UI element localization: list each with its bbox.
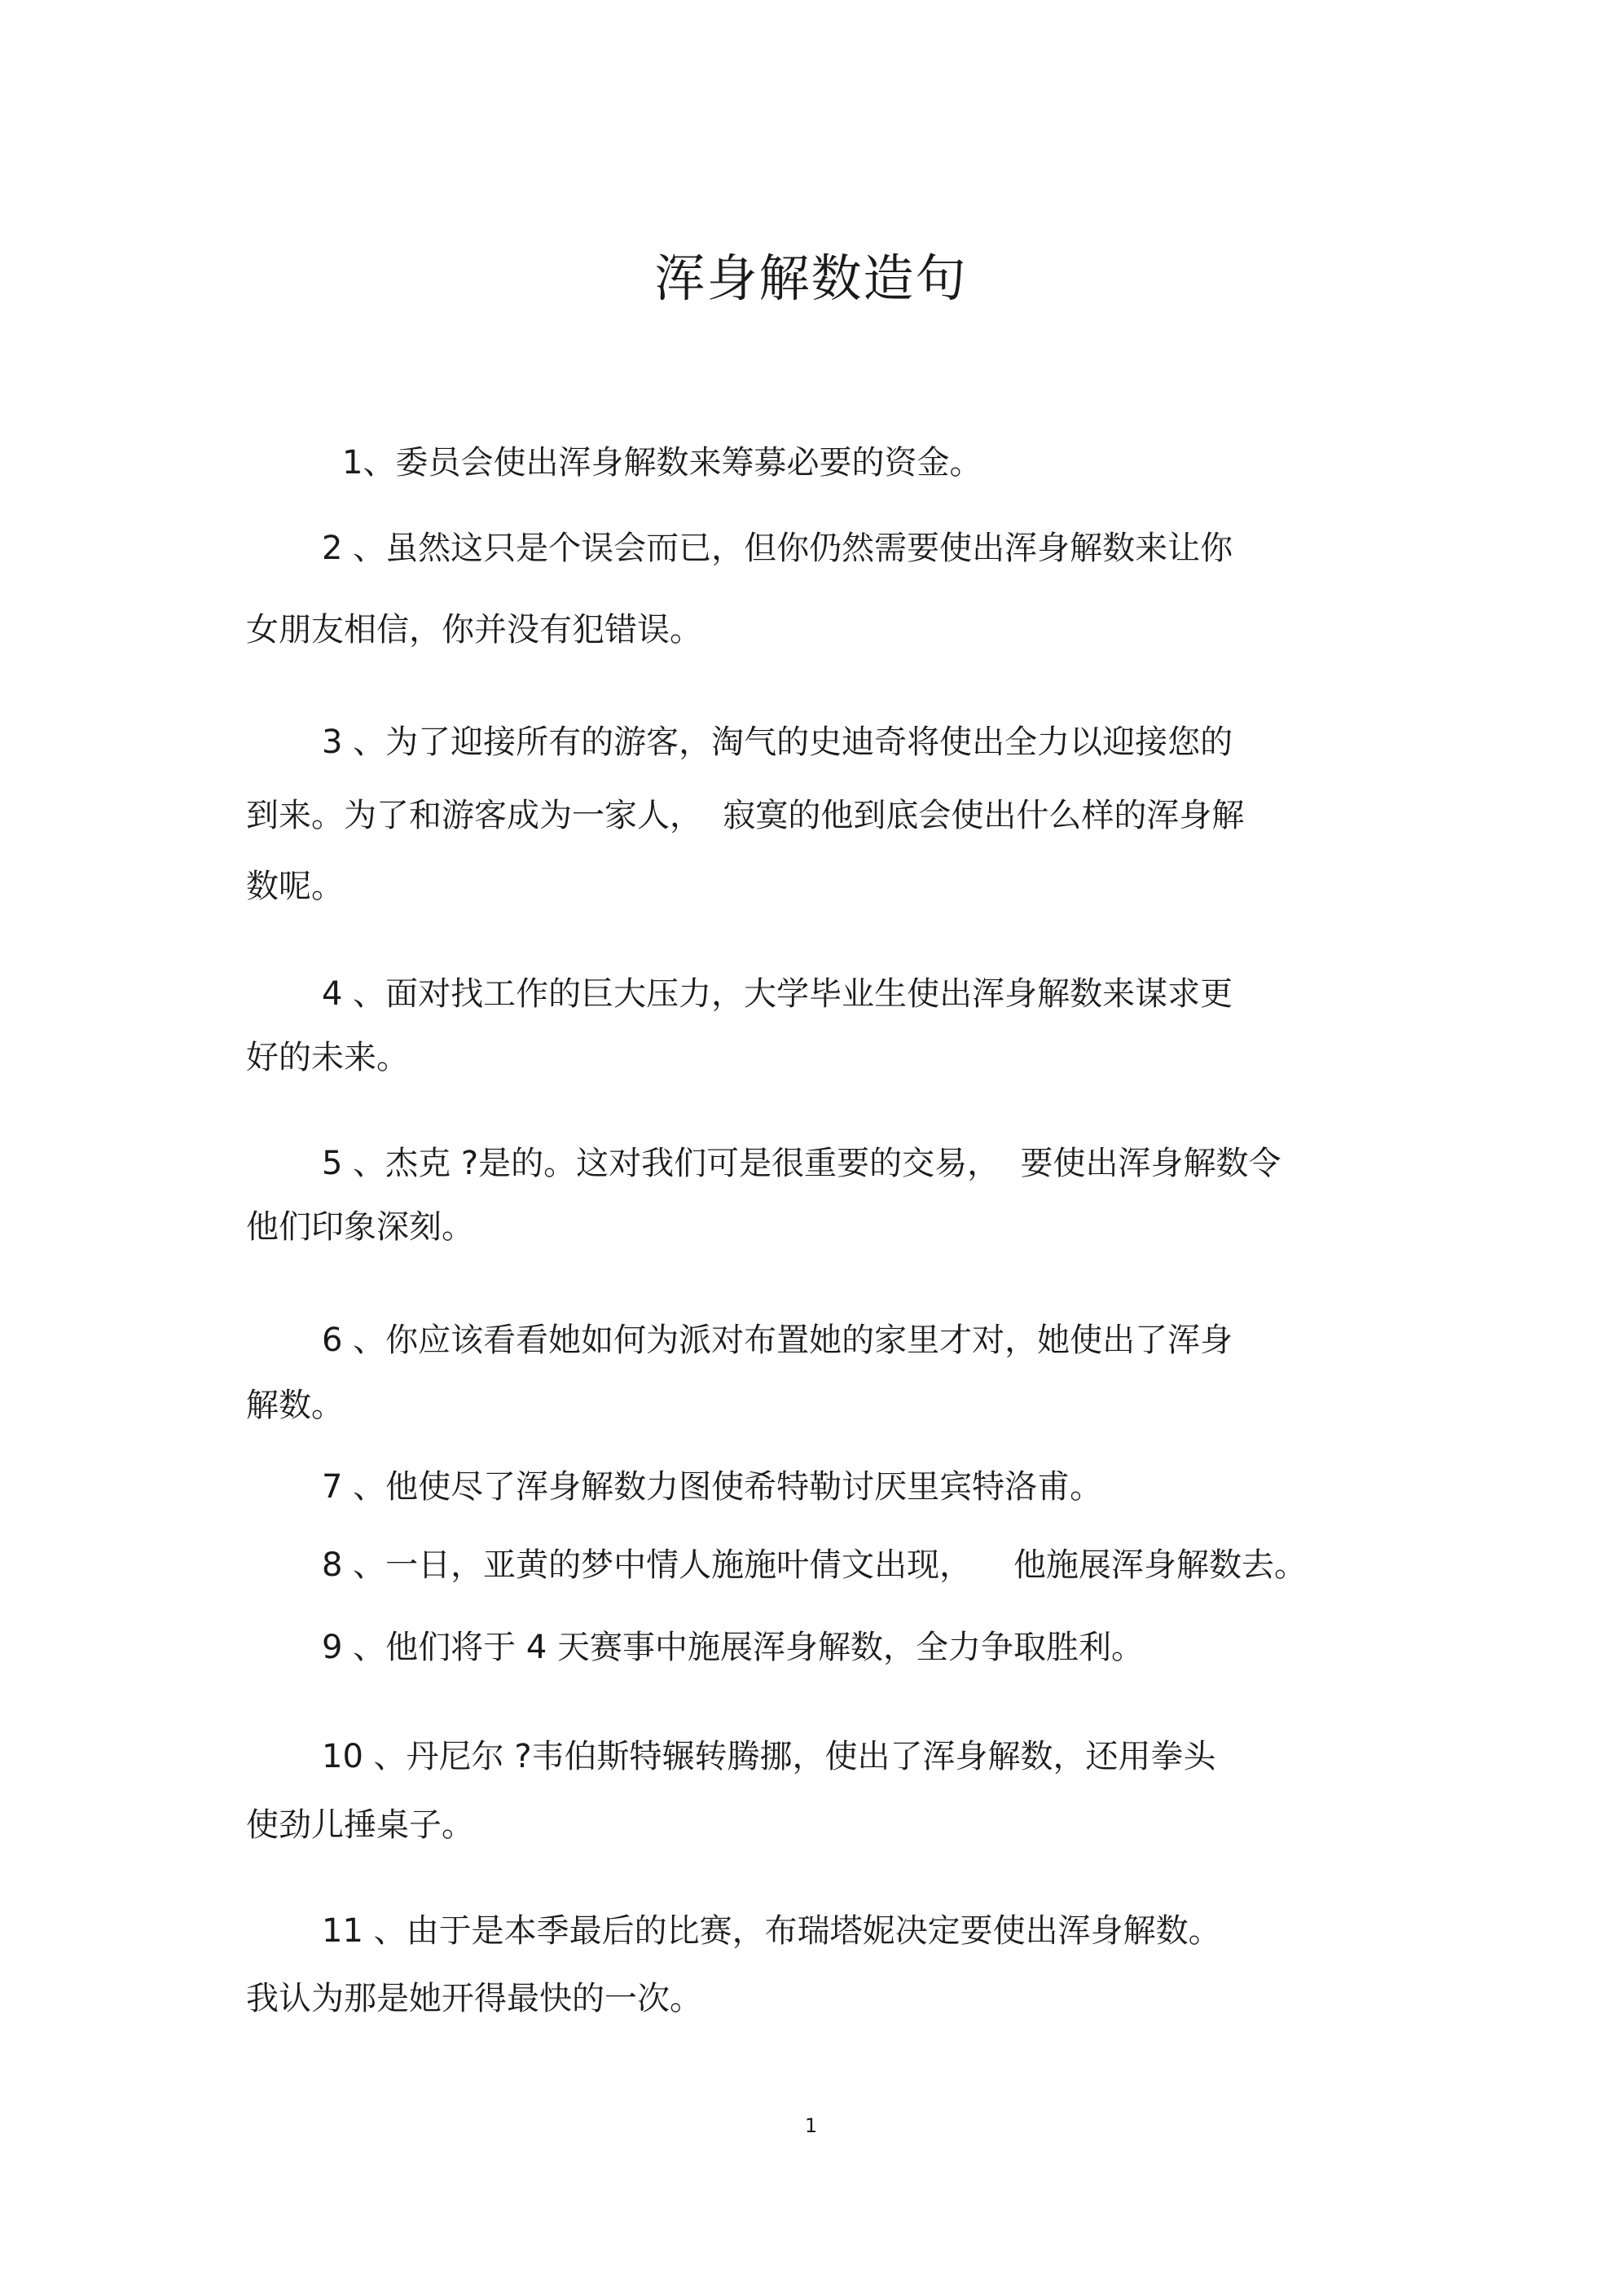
sentence-4-line-2: 好的未来。 xyxy=(246,1039,409,1076)
sentence-10-line-2: 使劲儿捶桌子。 xyxy=(246,1806,474,1844)
sentence-5-line-1: 5 、杰克 ?是的。这对我们可是很重要的交易， 要使出浑身解数令 xyxy=(322,1145,1281,1182)
sentence-8-line-1: 8 、一日，亚黄的梦中情人施施叶倩文出现， 他施展浑身解数去。 xyxy=(322,1546,1308,1584)
page-number: 1 xyxy=(804,2114,818,2137)
sentence-3-line-1: 3 、为了迎接所有的游客，淘气的史迪奇将使出全力以迎接您的 xyxy=(322,724,1233,761)
sentence-10-line-1: 10 、丹尼尔 ?韦伯斯特辗转腾挪，使出了浑身解数，还用拳头 xyxy=(322,1738,1216,1775)
sentence-3-line-2: 到来。为了和游客成为一家人， 寂寞的他到底会使出什么样的浑身解 xyxy=(246,797,1245,834)
sentence-6-line-2: 解数。 xyxy=(246,1387,344,1424)
sentence-2-line-2: 女朋友相信，你并没有犯错误。 xyxy=(246,611,702,649)
sentence-4-line-1: 4 、面对找工作的巨大压力，大学毕业生使出浑身解数来谋求更 xyxy=(322,975,1233,1013)
sentence-5-line-2: 他们印象深刻。 xyxy=(246,1208,474,1246)
document-title: 浑身解数造句 xyxy=(654,249,968,308)
sentence-11-line-1: 11 、由于是本季最后的比赛，布瑞塔妮决定要使出浑身解数。 xyxy=(322,1912,1221,1950)
sentence-3-line-3: 数呢。 xyxy=(246,868,344,905)
sentence-7-line-1: 7 、他使尽了浑身解数力图使希特勒讨厌里宾特洛甫。 xyxy=(322,1468,1103,1506)
sentence-1-line-1: 1、委员会使出浑身解数来筹募必要的资金。 xyxy=(342,444,982,482)
sentence-11-line-2: 我认为那是她开得最快的一次。 xyxy=(246,1980,702,2017)
sentence-2-line-1: 2 、虽然这只是个误会而已，但你仍然需要使出浑身解数来让你 xyxy=(322,530,1233,567)
sentence-6-line-1: 6 、你应该看看她如何为派对布置她的家里才对，她使出了浑身 xyxy=(322,1322,1233,1359)
sentence-9-line-1: 9 、他们将于 4 天赛事中施展浑身解数，全力争取胜利。 xyxy=(322,1629,1145,1666)
